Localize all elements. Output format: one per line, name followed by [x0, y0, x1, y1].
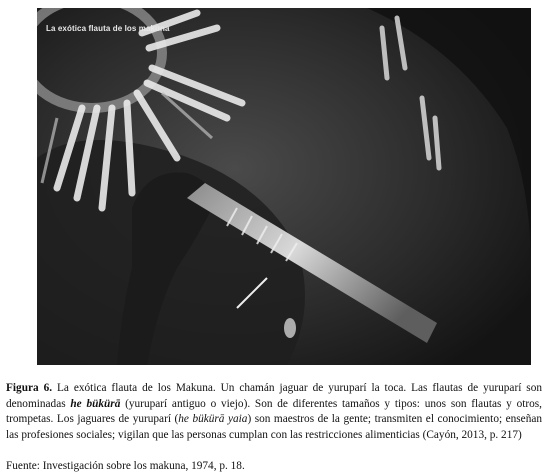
figure-label: Figura 6.	[6, 382, 53, 394]
caption-text-2: (yuruparí antiguo o viejo). Son de diferentes tamaños y tipos: unos son flautas y otros, trompetas. Los jaguares de yuruparí (	[6, 397, 542, 426]
caption-term-2: he bükürā yaia	[178, 413, 248, 426]
historical-photo	[37, 8, 531, 365]
figure-source: Fuente: Investigación sobre los makuna, 1974, p. 18.	[6, 460, 245, 472]
photo-inset-title: La exótica flauta de los makuna	[46, 24, 170, 33]
caption-term-1: he bükürā	[70, 397, 121, 410]
caption-text-3: ) son maestros de la gente; transmiten el conocimiento; enseñan las profesiones sociales; vigilan que las personas cumplan con las restricciones alimenticias (Cayón, 2013, p. 217)	[6, 413, 543, 441]
caption-text-1: La exótica flauta de los Makuna. Un chamán jaguar de yuruparí la toca. Las flautas de yuruparí son denominadas	[6, 382, 542, 410]
figure-caption	[6, 381, 542, 443]
photo-scene	[37, 8, 531, 365]
